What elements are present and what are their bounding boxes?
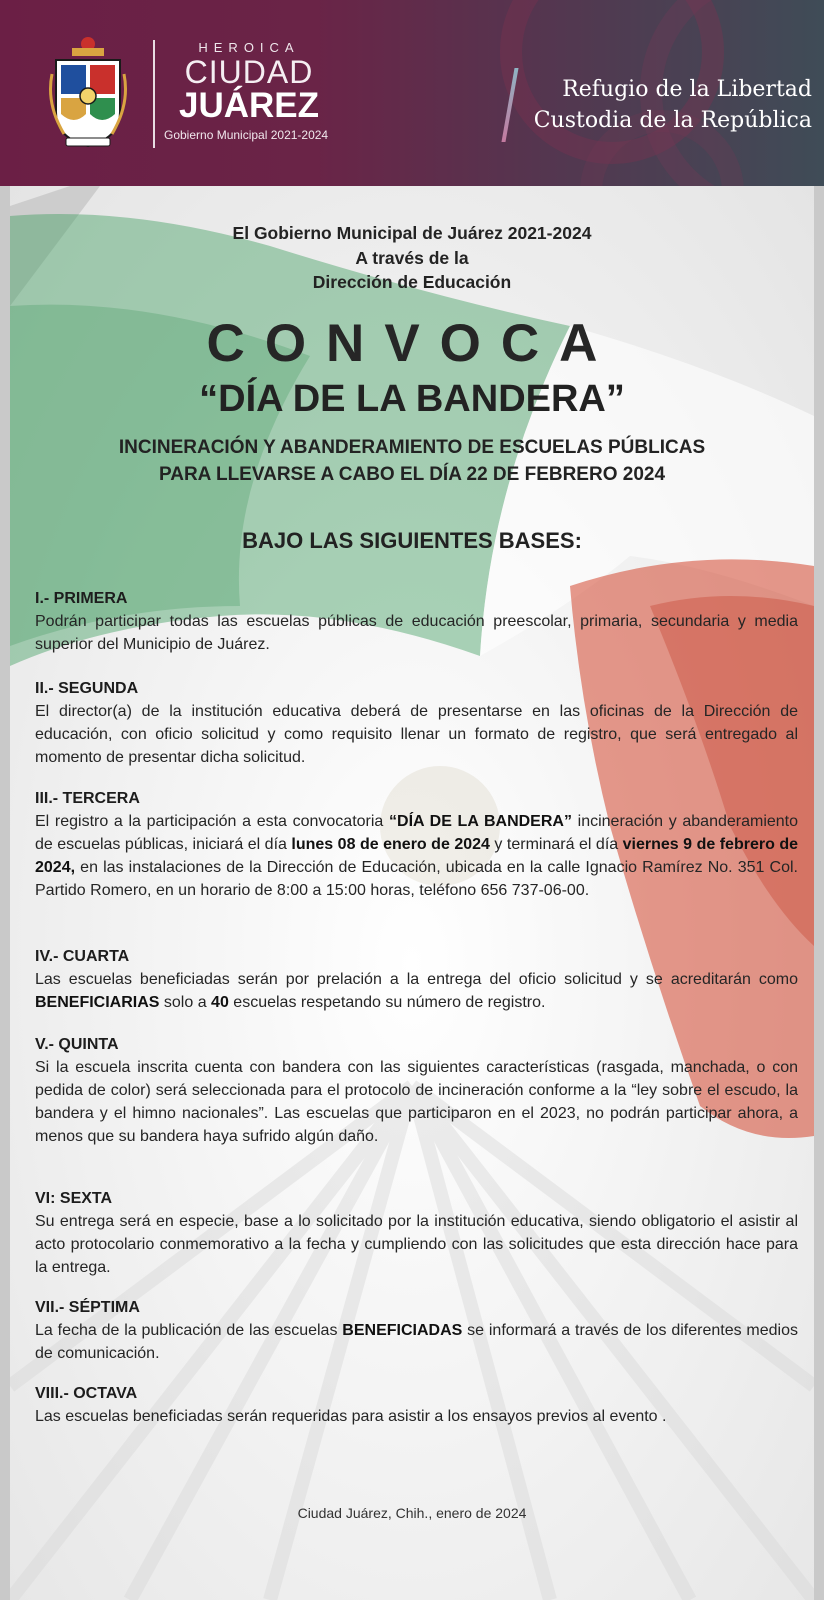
section-text: Si la escuela inscrita cuenta con bandera con las siguientes características (rasgada, manchada, o con pedida de color) será seleccionada para el protocolo de incineración conforme a la “ley sobre el escudo, la bandera y el himno nacionales”. Las escuelas que participaron en el 2023, no podrán participar ahora, a menos que su bandera haya sufrido algún daño.: [35, 1059, 798, 1145]
section-text: [35, 968, 798, 1014]
intro-line3: Dirección de Educación: [312, 272, 512, 292]
section-heading: IV.- CUARTA: [35, 948, 130, 965]
intro-line1: El Gobierno Municipal de Juárez 2021-2024: [232, 223, 592, 243]
bases-heading: BAJO LAS SIGUIENTES BASES:: [242, 528, 582, 553]
text-run: La fecha de la publicación de las escuelas: [35, 1322, 343, 1339]
header-banner: [0, 0, 824, 186]
convoca-heading: CONVOCA: [206, 314, 618, 373]
event-title: “DÍA DE LA BANDERA”: [199, 378, 625, 420]
emphasis: lunes 08 de enero de 2024: [291, 836, 490, 853]
section-cuarta: [35, 946, 798, 1014]
text-run: y terminará el día: [489, 836, 623, 853]
header-slogan-line2: Custodia de la República: [533, 108, 812, 133]
section-heading: VI: SEXTA: [35, 1190, 113, 1207]
header-city-line2: JUÁREZ: [178, 86, 320, 125]
section-tercera: [35, 788, 798, 902]
section-heading: II.- SEGUNDA: [35, 680, 139, 697]
header-city-line1: CIUDAD: [184, 54, 314, 90]
section-sexta: [35, 1188, 798, 1279]
event-subtitle-line2: PARA LLEVARSE A CABO EL DÍA 22 DE FEBRERO 2024: [158, 464, 666, 485]
section-heading: VIII.- OCTAVA: [35, 1385, 138, 1402]
footer-place-date: Ciudad Juárez, Chih., enero de 2024: [297, 1505, 527, 1521]
city-coat-of-arms-icon: [46, 34, 130, 150]
section-quinta: [35, 1034, 798, 1148]
text-run: se informará a través de los diferentes medios de comunicación.: [35, 1322, 798, 1362]
text-run: solo a: [159, 994, 212, 1011]
emphasis: 40: [211, 994, 229, 1011]
section-text: [35, 810, 798, 902]
emphasis: viernes 9 de febrero de 2024,: [35, 836, 799, 876]
section-heading: I.- PRIMERA: [35, 590, 128, 607]
emphasis: “DÍA DE LA BANDERA”: [389, 813, 572, 830]
text-run: El registro a la participación a esta convocatoria: [35, 813, 390, 830]
intro-line2: A través de la: [355, 248, 469, 268]
section-segunda: [35, 678, 798, 769]
content-panel: [10, 186, 814, 1600]
section-text: Las escuelas beneficiadas serán requeridas para asistir a los ensayos previos al evento .: [35, 1408, 667, 1425]
announcement-content: [10, 186, 814, 1600]
emphasis: BENEFICIADAS: [342, 1322, 463, 1339]
section-heading: V.- QUINTA: [35, 1036, 119, 1053]
section-text: Su entrega será en especie, base a lo solicitado por la institución educativa, siendo obligatorio el asistir al acto protocolario conmemorativo a la fecha y cumpliendo con las solicitudes que esta dirección hace para la entrega.: [35, 1213, 798, 1276]
text-run: Las escuelas beneficiadas serán por prelación a la entrega del oficio solicitud y se acreditarán como: [35, 971, 798, 988]
emphasis: BENEFICIARIAS: [35, 994, 160, 1011]
section-text: [35, 1319, 798, 1365]
section-septima: [35, 1297, 798, 1365]
header-divider: [153, 40, 155, 148]
text-run: incineración y abanderamiento de escuelas públicas, iniciará el día: [35, 813, 799, 853]
text-run: en las instalaciones de la Dirección de Educación, ubicada en la calle Ignacio Ramírez No. 351 Col. Partido Romero, en un horario de 8:00 a 15:00 horas, teléfono 656 737-06-00.: [35, 859, 798, 899]
event-subtitle-line1: INCINERACIÓN Y ABANDERAMIENTO DE ESCUELAS PÚBLICAS: [118, 437, 706, 458]
section-heading: III.- TERCERA: [35, 790, 140, 807]
text-run: escuelas respetando su número de registro.: [228, 994, 546, 1011]
header-heroica: HEROICA: [198, 40, 300, 55]
header-gov-period: Gobierno Municipal 2021-2024: [164, 128, 329, 142]
section-primera: [35, 588, 798, 656]
header-slogan-line1: Refugio de la Libertad: [562, 77, 812, 102]
section-heading: VII.- SÉPTIMA: [35, 1299, 140, 1316]
section-text: El director(a) de la institución educativa deberá de presentarse en las oficinas de la Dirección de educación, con oficio solicitud y como requisito llenar un formato de registro, que será entregado al momento de presentar dicha solicitud.: [35, 703, 798, 766]
section-octava: [35, 1383, 798, 1428]
section-text: Podrán participar todas las escuelas públicas de educación preescolar, primaria, secundaria y media superior del Municipio de Juárez.: [35, 613, 798, 653]
